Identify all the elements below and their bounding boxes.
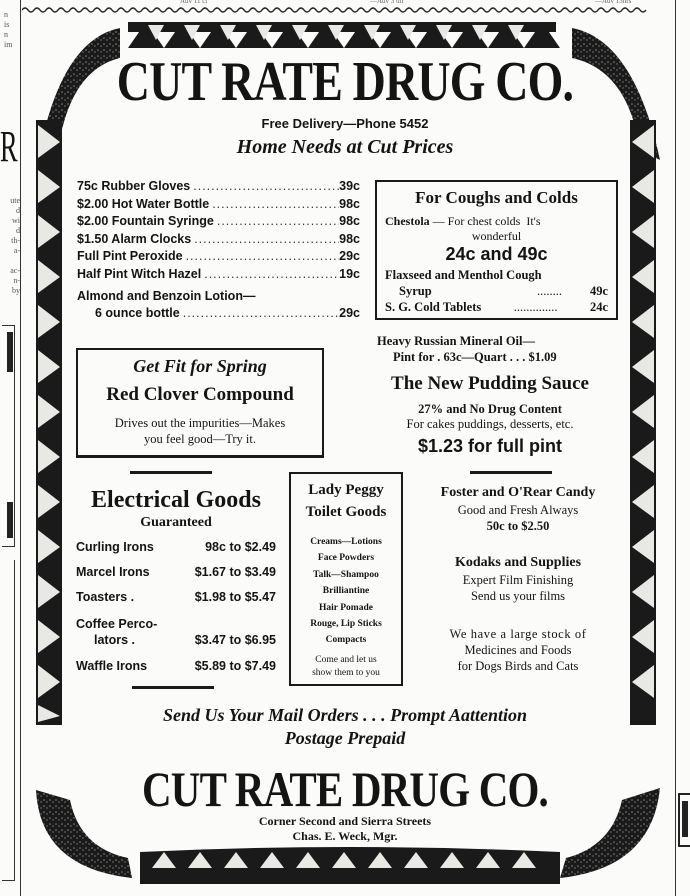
price-row: 75c Rubber Gloves ..... 39c xyxy=(77,178,360,196)
coughs-title: For Coughs and Colds xyxy=(415,188,578,207)
mineral-oil-line-1: Heavy Russian Mineral Oil— xyxy=(377,334,535,348)
kodaks-line-2: Send us your films xyxy=(470,589,566,603)
right-column-section xyxy=(413,484,623,674)
price-row: $2.00 Fountain Syringe ..... 98c xyxy=(77,213,360,231)
mineral-oil-line-2: Pint for . 63c—Quart . . . $1.09 xyxy=(393,350,557,364)
price-row: Half Pint Witch Hazel ..... 19c xyxy=(77,266,360,284)
right-zigzag-border xyxy=(630,120,656,725)
electrical-item: Waffle Irons $5.89 to $7.49 xyxy=(76,659,276,673)
pudding-price: $1.23 for full pint xyxy=(417,436,563,456)
top-pennant-band xyxy=(128,22,560,48)
spring-box xyxy=(76,348,324,458)
candy-top-rule xyxy=(470,471,552,474)
mail-orders-line-2: Postage Prepaid xyxy=(284,728,406,748)
chestola-price: 24c and 49c xyxy=(445,244,548,264)
pudding-line-2: For cakes puddings, desserts, etc. xyxy=(406,417,574,431)
chestola-line-2: wonderful xyxy=(471,229,522,243)
red-clover-title: Red Clover Compound xyxy=(106,384,294,405)
spring-title: Get Fit for Spring xyxy=(133,356,267,376)
flaxseed-price-row: Syrup ........ 49c xyxy=(399,284,608,298)
kodaks-title: Kodaks and Supplies xyxy=(454,555,582,570)
flaxseed-line: Flaxseed and Menthol Cough xyxy=(385,268,542,282)
cold-tablets-row: S. G. Cold Tablets .............. 24c xyxy=(385,300,608,314)
price-row: Full Pint Peroxide ..... 29c xyxy=(77,248,360,266)
electrical-title: Electrical Goods xyxy=(91,487,261,513)
price-row: $1.50 Alarm Clocks ..... 98c xyxy=(77,231,360,249)
electrical-item: Marcel Irons $1.67 to $3.49 xyxy=(76,565,276,579)
neighbor-big-letter: R xyxy=(0,122,18,171)
lady-peggy-title-1: Lady Peggy xyxy=(308,482,384,498)
neighbor-text-fragments: ute d wi d th- a- ac- n- by xyxy=(10,196,20,295)
header-fragment-center: —Adv 3 thr xyxy=(370,0,404,5)
electrical-top-rule xyxy=(130,471,212,474)
mail-orders-line-1: Send Us Your Mail Orders . . . Prompt Aattention xyxy=(162,705,528,725)
coughs-colds-box xyxy=(375,180,618,320)
lady-peggy-title-2: Toilet Goods xyxy=(305,504,387,520)
lady-peggy-items: Creams—Lotions Face Powders Talk—Shampoo Brilliantine Hair Pomade Rouge, Lip Sticks Compacts xyxy=(310,537,382,646)
left-zigzag-border xyxy=(36,120,62,725)
company-name-header: CUT RATE DRUG CO. xyxy=(116,51,574,113)
kodaks-line-1: Expert Film Finishing xyxy=(462,573,574,587)
price-list xyxy=(77,178,360,323)
pudding-title: The New Pudding Sauce xyxy=(391,373,589,394)
spring-desc-1: Drives out the impurities—Makes xyxy=(114,416,286,430)
electrical-item: Curling Irons 98c to $2.49 xyxy=(76,540,276,554)
header-fragment-left: Adv 11 ct xyxy=(180,0,208,5)
header-fragment-right: —Adv 13nrs xyxy=(595,0,632,5)
footer-address: Corner Second and Sierra Streets xyxy=(258,814,432,828)
lady-peggy-footer: Come and let us show them to you xyxy=(312,655,380,678)
electrical-subtitle: Guaranteed xyxy=(140,515,212,530)
electrical-bottom-rule xyxy=(132,686,214,689)
company-name-footer: CUT RATE DRUG CO. xyxy=(142,761,548,817)
free-delivery-line: Free Delivery—Phone 5452 xyxy=(261,116,429,131)
footer-manager: Chas. E. Weck, Mgr. xyxy=(292,829,398,843)
electrical-item: Coffee Perco- xyxy=(76,617,158,631)
spring-desc-2: you feel good—Try it. xyxy=(143,432,257,446)
neighbor-text-top: n is n im xyxy=(4,10,13,49)
electrical-item: Toasters . $1.98 to $5.47 xyxy=(76,590,276,604)
electrical-goods-section xyxy=(76,486,276,679)
candy-line: Good and Fresh Always xyxy=(457,503,579,517)
candy-title: Foster and O'Rear Candy xyxy=(440,485,596,500)
pets-line-3: for Dogs Birds and Cats xyxy=(457,659,579,673)
electrical-item: lators . $3.47 to $6.95 xyxy=(94,633,276,647)
price-row: $2.00 Hot Water Bottle ..... 98c xyxy=(77,196,360,214)
candy-price: 50c to $2.50 xyxy=(486,519,550,533)
chestola-line: Chestola — For chest colds It's xyxy=(385,214,541,228)
pudding-line-1: 27% and No Drug Content xyxy=(418,402,562,416)
pets-line-1: We have a large stock of xyxy=(449,627,587,641)
tagline: Home Needs at Cut Prices xyxy=(236,136,454,158)
price-row: 6 ounce bottle ..... 29c xyxy=(77,305,360,323)
price-row: Almond and Benzoin Lotion— xyxy=(77,288,256,303)
bottom-pennant-band xyxy=(140,847,560,884)
lady-peggy-box xyxy=(289,472,403,686)
pets-line-2: Medicines and Foods xyxy=(464,643,572,657)
